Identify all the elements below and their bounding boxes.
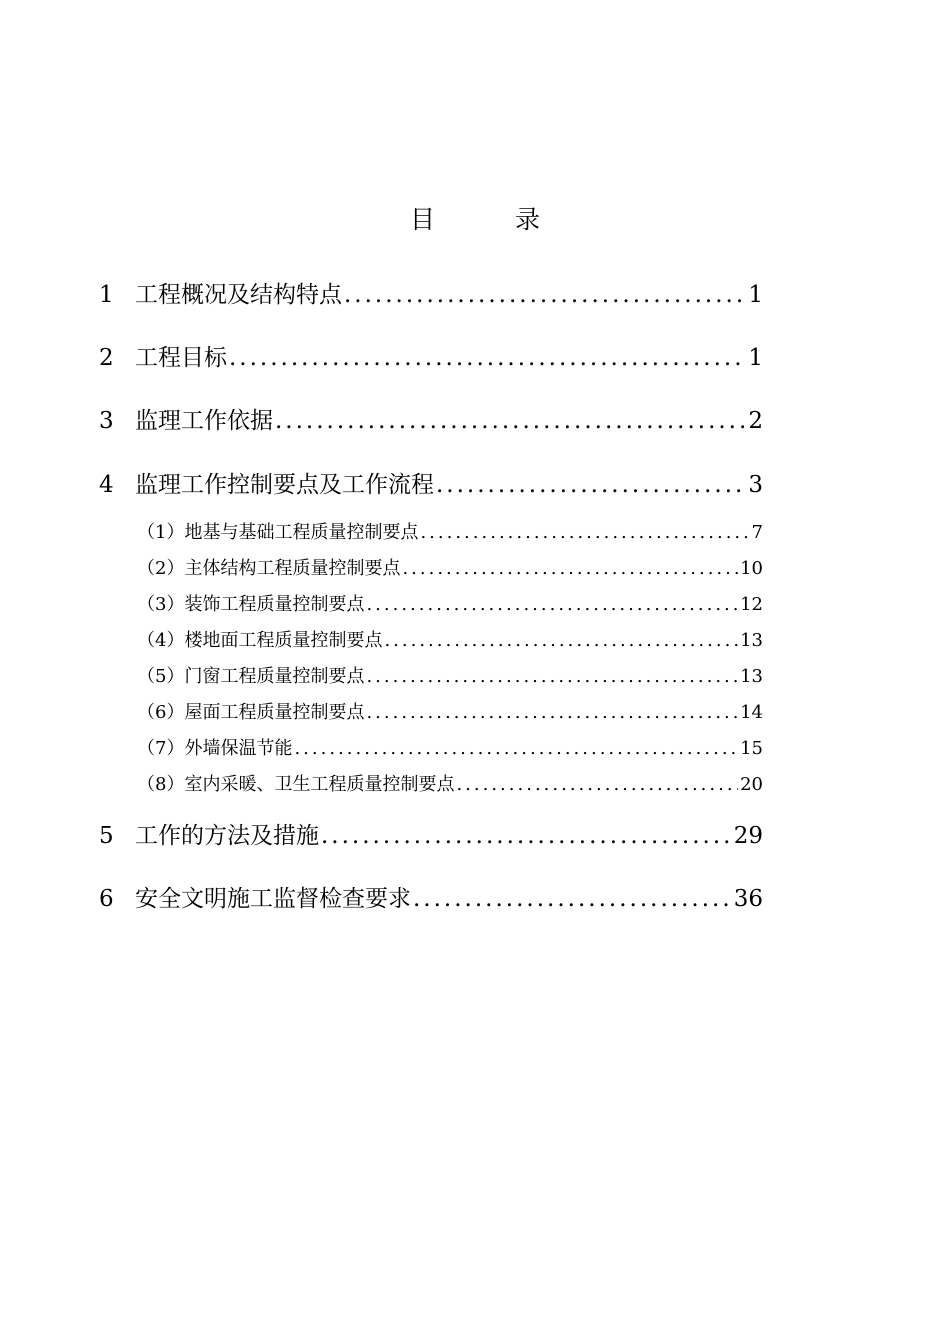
toc-title-part1: 目 <box>410 205 436 234</box>
toc-subentry-label: （5）门窗工程质量控制要点 <box>137 666 365 687</box>
toc-subentry-page: 14 <box>740 702 763 723</box>
toc-entry-2[interactable] <box>99 339 763 371</box>
dot-leader <box>321 823 732 849</box>
dot-leader <box>366 702 738 723</box>
toc-entry-page: 1 <box>748 345 763 371</box>
toc-subentry-label: （2）主体结构工程质量控制要点 <box>137 558 401 579</box>
dot-leader <box>436 472 746 498</box>
toc-subentry-page: 20 <box>740 774 763 795</box>
dot-leader <box>420 522 749 543</box>
toc-title-part2: 录 <box>514 205 540 234</box>
toc-subentry-label: （8）室内采暖、卫生工程质量控制要点 <box>137 774 455 795</box>
toc-entry-5[interactable] <box>99 817 763 849</box>
dot-leader <box>366 594 738 615</box>
toc-subentry-label: （6）屋面工程质量控制要点 <box>137 702 365 723</box>
toc-subentry-label: （7）外墙保温节能 <box>137 738 293 759</box>
toc-subentry-4[interactable] <box>137 626 763 652</box>
toc-entry-page: 3 <box>748 472 763 498</box>
toc-entry-label: 监理工作控制要点及工作流程 <box>135 472 434 498</box>
dot-leader <box>456 774 738 795</box>
dot-leader <box>366 666 738 687</box>
dot-leader <box>229 345 746 371</box>
dot-leader <box>275 408 746 434</box>
toc-subentry-8[interactable] <box>137 770 763 796</box>
toc-entry-label: 工程目标 <box>135 345 227 371</box>
toc-entry-number: 4 <box>99 472 114 498</box>
toc-entry-page: 29 <box>733 823 763 849</box>
toc-entry-page: 1 <box>748 282 763 308</box>
dot-leader <box>294 738 738 759</box>
toc-subentry-3[interactable] <box>137 590 763 616</box>
toc-entry-4[interactable] <box>99 466 763 498</box>
toc-entry-number: 6 <box>99 886 114 912</box>
toc-subentry-page: 7 <box>751 522 763 543</box>
toc-subentry-label: （3）装饰工程质量控制要点 <box>137 594 365 615</box>
toc-entry-label: 工作的方法及措施 <box>135 823 319 849</box>
toc-subentry-page: 15 <box>740 738 763 759</box>
dot-leader <box>384 630 738 651</box>
toc-subentry-label: （1）地基与基础工程质量控制要点 <box>137 522 419 543</box>
toc-entry-3[interactable] <box>99 402 763 434</box>
toc-subentry-page: 10 <box>740 558 763 579</box>
toc-entry-label: 工程概况及结构特点 <box>135 282 342 308</box>
toc-entry-page: 36 <box>733 886 763 912</box>
toc-subentry-1[interactable] <box>137 518 763 544</box>
toc-entry-page: 2 <box>748 408 763 434</box>
toc-subentry-2[interactable] <box>137 554 763 580</box>
toc-entry-number: 2 <box>99 345 114 371</box>
toc-entry-number: 5 <box>99 823 114 849</box>
toc-title <box>0 200 950 236</box>
dot-leader <box>402 558 738 579</box>
toc-subentry-page: 12 <box>740 594 763 615</box>
dot-leader <box>413 886 732 912</box>
toc-subentry-label: （4）楼地面工程质量控制要点 <box>137 630 383 651</box>
toc-subentry-6[interactable] <box>137 698 763 724</box>
toc-entry-1[interactable] <box>99 276 763 308</box>
toc-subentry-5[interactable] <box>137 662 763 688</box>
toc-entry-label: 安全文明施工监督检查要求 <box>135 886 411 912</box>
toc-entry-number: 1 <box>99 282 114 308</box>
toc-subentry-page: 13 <box>740 630 763 651</box>
toc-subentry-page: 13 <box>740 666 763 687</box>
toc-entry-6[interactable] <box>99 880 763 912</box>
toc-entry-label: 监理工作依据 <box>135 408 273 434</box>
toc-subentry-7[interactable] <box>137 734 763 760</box>
dot-leader <box>344 282 746 308</box>
toc-entry-number: 3 <box>99 408 114 434</box>
